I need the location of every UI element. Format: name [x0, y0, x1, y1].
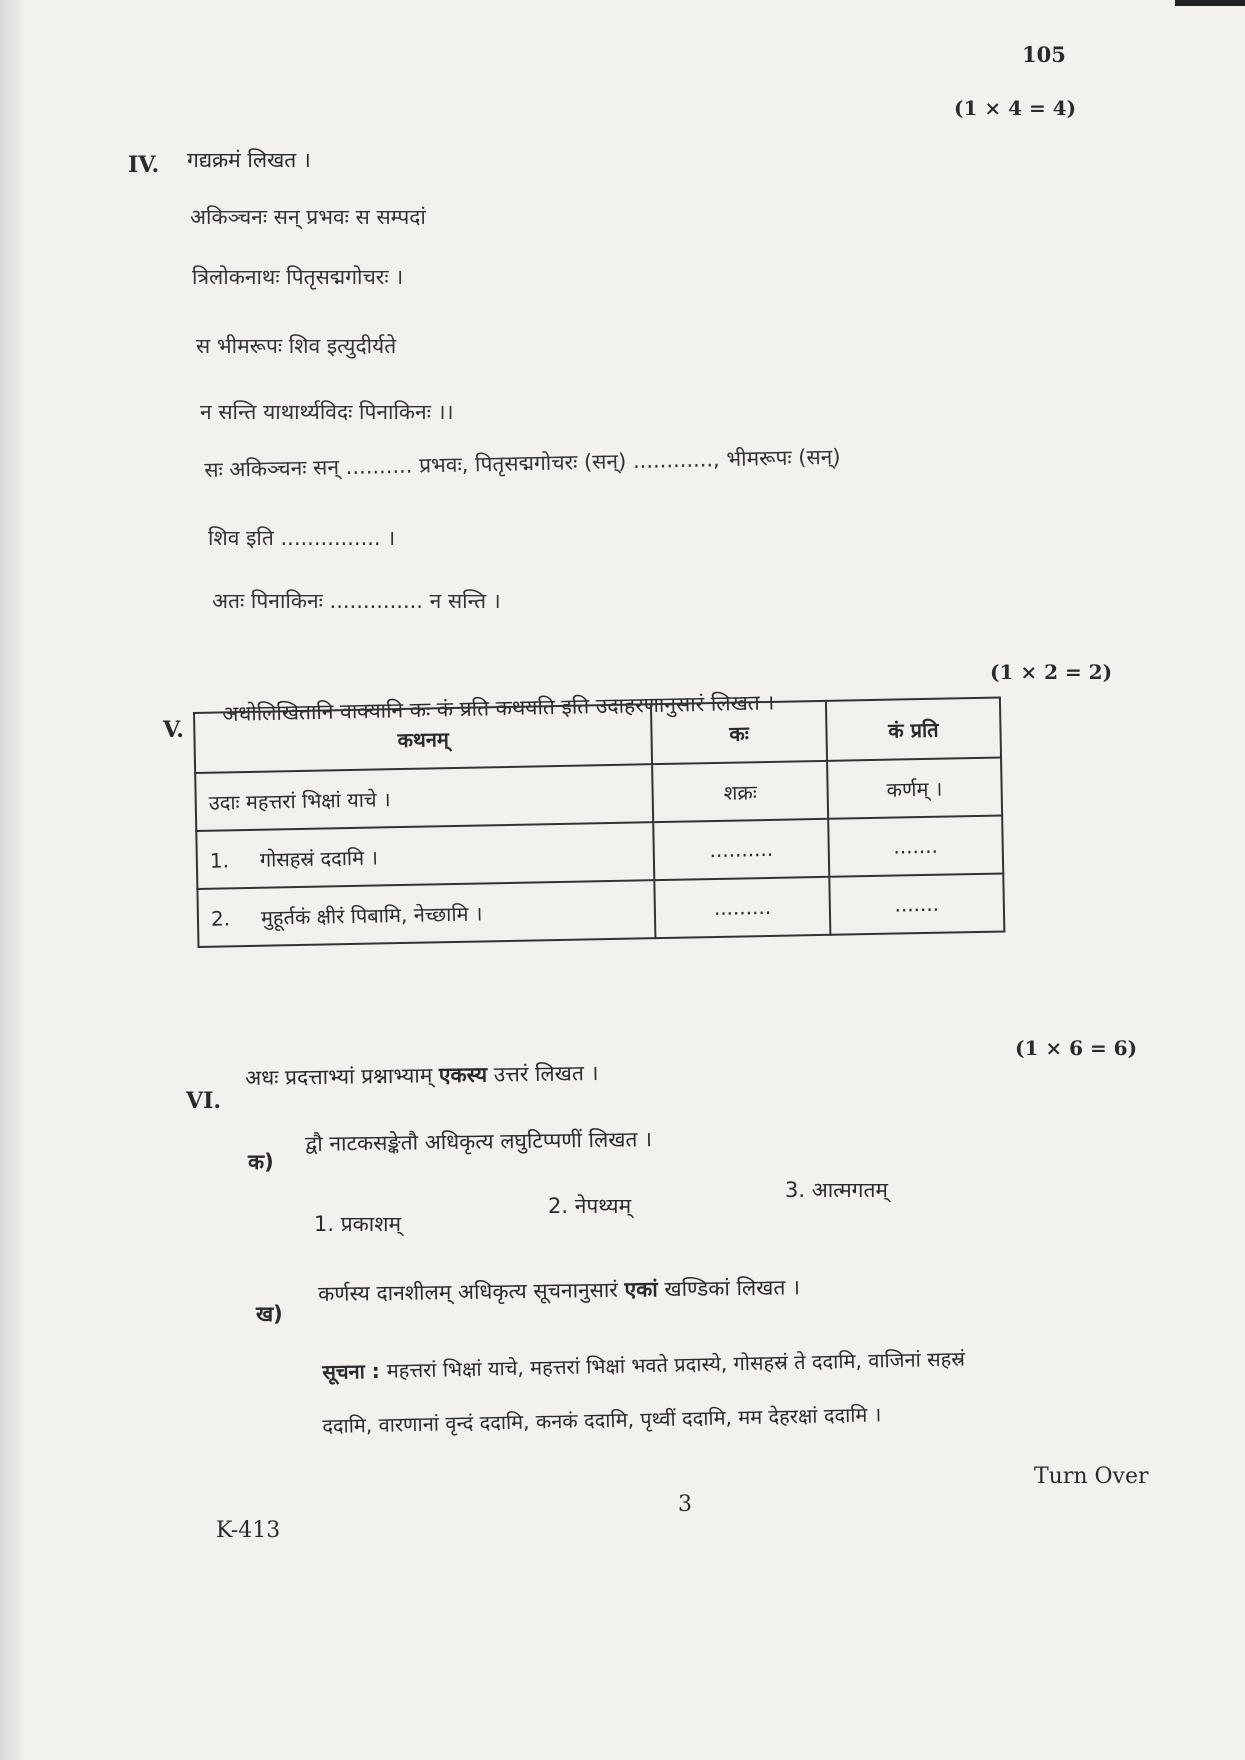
section6-instruction: अधः प्रदत्ताभ्यां प्रश्नाभ्याम् एकस्य उत्तरं लिखत ।	[245, 1061, 599, 1090]
subquestion-a-label: क)	[248, 1150, 274, 1174]
verse-line-4: न सन्ति याथार्थ्यविदः पिनाकिनः ।।	[200, 400, 454, 424]
row-who: शक्रः	[652, 761, 828, 822]
subquestion-b-label: ख)	[256, 1302, 283, 1326]
option-3: 3. आत्मगतम्	[785, 1178, 888, 1202]
prose-line-1: सः अकिञ्चनः सन् .......... प्रभवः, पितृसद्मगोचरः (सन्) ............, भीमरूपः (सन्)	[204, 444, 841, 482]
verse-line-3: स भीमरूपः शिव इत्युदीर्यते	[196, 334, 397, 358]
row-statement: 2. मुहूर्तकं क्षीरं पिबामि, नेच्छामि ।	[197, 880, 655, 947]
hint-line-2: ददामि, वारणानां वृन्दं ददामि, कनकं ददामि, पृथ्वीं ददामि, मम देहरक्षां ददामि ।	[322, 1402, 882, 1438]
footer-code: K-413	[216, 1518, 281, 1543]
row-whom: .......	[828, 815, 1003, 876]
hint-line-1: सूचना : महत्तरां भिक्षां याचे, महत्तरां भिक्षां भवते प्रदास्ये, गोसहस्रं ते ददामि, वाजिनां सहस्रं	[322, 1346, 966, 1384]
header-who: कः	[651, 701, 827, 764]
section4-number: IV.	[128, 152, 160, 178]
page-number: 105	[1022, 42, 1066, 67]
section4-marks: (1 × 4 = 4)	[954, 96, 1077, 120]
page-edge-shadow	[0, 0, 26, 1760]
prose-line-3: अतः पिनाकिनः .............. न सन्ति ।	[212, 589, 501, 613]
section4-instruction: गद्यक्रमं लिखत ।	[187, 148, 311, 172]
row-who: .........	[655, 877, 831, 938]
section5-number: V.	[163, 717, 184, 743]
footer-page-number: 3	[678, 1492, 692, 1517]
scan-corner	[1175, 0, 1245, 6]
section6-number: VI.	[186, 1088, 222, 1114]
row-statement: उदाः महत्तरां भिक्षां याचे ।	[195, 764, 653, 831]
section5-instruction: अधोलिखितानि वाक्यानि कः कं प्रति कथयति इति उदाहरणानुसारं लिखत ।	[222, 690, 775, 726]
header-statement: कथनम्	[194, 704, 652, 773]
subquestion-a-text: द्वौ नाटकसङ्केतौ अधिकृत्य लघुटिप्पणीं लिखत ।	[305, 1127, 653, 1156]
verse-line-1: अकिञ्चनः सन् प्रभवः स सम्पदां	[190, 205, 426, 229]
header-whom: कं प्रति	[826, 698, 1001, 761]
section6-marks: (1 × 6 = 6)	[1015, 1036, 1138, 1060]
section5-marks: (1 × 2 = 2)	[990, 660, 1113, 684]
prose-line-2: शिव इति ............... ।	[208, 526, 396, 550]
option-2: 2. नेपथ्यम्	[548, 1194, 632, 1218]
speaker-table	[193, 696, 1005, 947]
subquestion-b-text: कर्णस्य दानशीलम् अधिकृत्य सूचनानुसारं एकां खण्डिकां लिखत ।	[318, 1275, 801, 1306]
verse-line-2: त्रिलोकनाथः पितृसद्मगोचरः ।	[192, 265, 404, 289]
row-who: ..........	[654, 819, 830, 880]
option-1: 1. प्रकाशम्	[314, 1212, 402, 1236]
row-whom: कर्णम् ।	[827, 757, 1002, 818]
footer-turn-over: Turn Over	[1034, 1464, 1149, 1489]
row-statement: 1. गोसहस्रं ददामि ।	[196, 822, 654, 889]
row-whom: .......	[829, 873, 1004, 934]
